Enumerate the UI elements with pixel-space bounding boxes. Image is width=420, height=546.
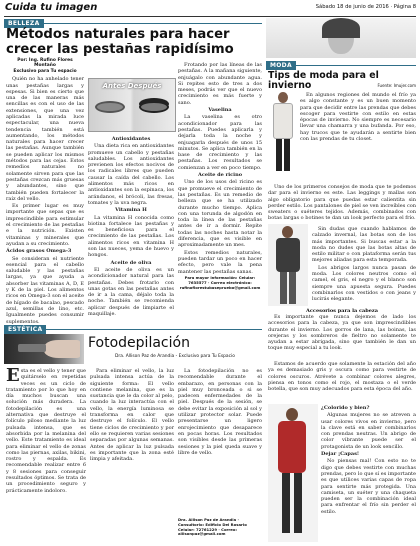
model-leg	[294, 473, 302, 533]
belleza-paragraph: Estos remedios naturales, pueden tardar un poco en hacer efecto, pero vale la pena mantener las pestañas sanas.	[178, 249, 262, 275]
estetica-column-3	[178, 368, 262, 516]
model-head	[282, 226, 293, 238]
fashion-model-photo-3	[268, 404, 318, 542]
estetica-paragraph: Para eliminar el vello, la luz pulsada intensa actúa de la siguiente forma: El vello contiene melanina, que es la sustancia que le da color al pelo, cuando la luz interactúa con el vello, la energía luminosa se transforma en calor que destruye el folículo. El vello tiene ciclos de crecimiento y por ello se requieren varias sesiones separadas por algunas semanas. Antes de aplicar la luz pulsada es importante que la zona esté limpia y afeitada.	[90, 368, 174, 463]
estetica-column-2	[90, 368, 174, 542]
skin-area	[44, 340, 80, 358]
moda-paragraph: Uno de los primeros consejos de moda que te podemos dar para el invierno es este. Las leggings y mallas son algo obligatorio para que puedas estar calientita sin perder estilo. Los pantalones de piel se ven increíbles con sweaters o suéteres tejidos. Además, combinados con botas largas o botines te dan un look perfecto para el frío.	[268, 184, 416, 222]
model-leg	[284, 139, 290, 171]
eyelash-photo	[88, 78, 176, 132]
estetica-dropcap: E	[6, 365, 20, 386]
belleza-subhead: Ácidos grasos Omega-3	[6, 248, 72, 255]
moda-section-bar	[266, 61, 416, 70]
moda-paragraph: Estamos de acuerdo que solamente la estación del año ya es demasiado gris y oscura como para vestirte de colores oscuros. Atrévete a combinar colores alegres, piensa en tonos como el rojo, el mostaza o el verde botella, que son muy adecuados para esta época del año.	[268, 361, 416, 393]
moda-paragraph: Algunas mujeres no se atreven a usar colores vivos en invierno, pero la clave está en saber combinarlos con prendas neutras. Un abrigo de color vibrante puede ser el protagonista de un look sencillo.	[321, 412, 416, 450]
moda-column-bottom	[321, 404, 416, 542]
model-head	[286, 408, 298, 421]
belleza-paragraph: Se consideran el nutriente esencial para el cabello saludable y las pestañas largas, ya que ayuda a absorber las vitaminas A, D, E y K de la piel. Los alimentos ricos en Omega-3 son el aceite de hígado de bacalao, pescado azul, semillas de lino, etc. Igualmente puedes consumir suplementos.	[6, 255, 85, 325]
eye-before	[95, 101, 125, 113]
beauty-portrait-photo	[266, 18, 416, 58]
belleza-subhead: Aceite de ricino	[197, 172, 243, 179]
moda-subhead: Accesorios para la cabeza	[306, 308, 378, 314]
estetica-paragraph: La fotodepilación no es recomendable durante el embarazo, en personas con la piel muy bronceada o si se padecen enfermedades de la piel. Después de la sesión, se debe evitar la exposición al sol y utilizar protector solar. Puede presentarse un ligero enrojecimiento que desaparece en pocas horas. Los resultados son visibles desde las primeras sesiones y la piel queda suave y libre de vello.	[178, 368, 262, 456]
moda-subhead: Dejar ¡Capas!	[321, 451, 360, 458]
estetica-byline: Dra. Allison Paz de Arandia - Exclusivo para Tu Espacio	[115, 354, 235, 359]
moda-paragraph: Sin dudas que cuando hablamos de calzado invernal, las botas son de los más importantes. Si buscas estar a la moda no dudes que las botas altas de estilo militar o con plataforma serán tus mejores aliadas para esta temporada.	[312, 226, 416, 264]
belleza-byline-author: Por: Ing. Rufino Flores Montaño	[17, 58, 73, 69]
model-leg	[289, 272, 296, 304]
model-leg	[282, 473, 290, 533]
portrait-hair	[322, 18, 360, 38]
moda-paragraph: En algunos regiones del mundo el frío ya es algo constante y es un buen momento para que decidir entre las prendas que debes escoger para vestirte con estilo en estas épocas de invierno. No siempre es necesario llevar una chamarra y una bufanda. Por eso, hay trucos que te ayudarán a sentirte bien con las prendas de tu closet.	[300, 92, 416, 143]
fashion-model-photo-2	[268, 224, 308, 306]
header-rule	[4, 16, 416, 17]
model-leg	[280, 272, 287, 304]
moda-label: MODA	[266, 61, 296, 70]
moda-column-wide-2	[268, 361, 416, 401]
belleza-paragraph: Una dieta rica en antioxidantes promueve un cabello y pestañas saludables. Los antioxidantes previenen los efectos nocivos de los radicales libres que pueden causar la caída del cabello. Los alimentos más ricos en antioxidantes son la espinaca, los arándanos, el brócoli, las fresas, tomates y la uva negra.	[88, 143, 174, 206]
model-jacket	[276, 238, 300, 272]
moda-headline: Tips de moda para el invierno	[268, 70, 379, 91]
moda-paragraph: Es importante que nunca dejemos de lado los accesorios para la cabeza, ya que son imprescindibles durante el invierno. Los gorros de lana, las boinas, las orejeras y los sombreros de fieltro no solamente te ayudan a estar abrigada, sino que también le dan un toque muy especial a tu look.	[268, 314, 416, 352]
belleza-byline-note: Exclusivo para Tu espacio	[13, 68, 77, 74]
belleza-paragraph: El aceite de oliva es un acondicionador natural para las pestañas. Debes frotarlo con unas gotas en las pestañas antes de ir a la cama, déjalo toda la noche. También se recomienda aplicar después de limpiarte el maquillaje.	[88, 266, 174, 318]
belleza-subhead: Aceite de oliva	[110, 259, 152, 266]
estetica-section-bar	[4, 325, 262, 334]
belleza-subhead: Vaselina	[208, 107, 232, 114]
belleza-column-2	[88, 135, 174, 318]
model-coat	[273, 103, 293, 139]
belleza-column-1	[6, 58, 85, 325]
belleza-paragraph: Quién no ha anhelado tener unas pestañas largas y espesas. Si bien es cierto que una de las maneras más sencillas es con el uso de las extensiones, que una vez aplicadas la mirada luce espectacular, una nueva tendencia también está aumentando, los métodos naturales para hacer crecer las pestañas. Aunque también se pueden aplicar los mismos métodos para las cejas. Estos remedios naturales no solamente sirven para que las pestañas crezcan más gruesas y abundantes, sino que también pueden fortalecer la raíz del vello.	[6, 76, 84, 202]
estetica-headline: Fotodepilación	[88, 335, 190, 351]
belleza-paragraph: La vaselina es otro acondicionador para las pestañas. Puedes aplicarla y dejarla toda la noche y enjuagarla después de unos 15 minutos. Se aplica también en la base de crecimiento y las pestañas. Los resultados se comienzan a ver en poco tiempo.	[178, 114, 262, 171]
model-leg	[276, 139, 282, 171]
photo-caption: Antes Después	[102, 82, 162, 90]
moda-paragraph: No piensas mal! Con esto no te digo que debes vestirte con muchas prendas, pero lo que sí es importante es que utilices varias capas de ropa para sentirte más protegida. Una camiseta, un suéter y una chaqueta pueden ser la combinación ideal para enfrentar el frío sin perder el estilo.	[321, 458, 417, 515]
estetica-column-1	[6, 365, 86, 542]
moda-column-wide	[268, 314, 416, 360]
estetica-contact: Dra. Allison Paz de Arandia · Consultorio: Edificio Del Rosario Celular: 72761229 · Correo: allisonpaz@gmail.com	[178, 517, 247, 537]
belleza-paragraph: Uno de los usos del ricino es que promueve el crecimiento de las pestañas. Es un remedio de belleza que se ha utilizado durante mucho tiempo. Aplica con una torunda de algodón en toda la línea de las pestañas antes de ir a dormir. Repite todas las noches hasta notar la diferencia, que es visible en aproximadamente un mes.	[178, 179, 262, 249]
moda-column-top	[300, 92, 416, 184]
moda-source: Fuente: Imujer.com	[377, 83, 416, 88]
laser-device	[18, 344, 46, 352]
fotodepilacion-photo	[4, 334, 84, 364]
belleza-paragraph: Frotando por las líneas de las pestañas. A la mañana siguiente, enjuágalo con abundante agua. Si repites esto de tres a dos meses, podrás ver que el nuevo crecimiento es más fuerte y sano.	[178, 62, 262, 106]
belleza-paragraph: Es primer lugar es muy importante que sepas que es imprescindible para estimular el crecimiento de las pestañas e la nutrición. Existen vitaminas y minerales que ayudan a su crecimiento.	[6, 203, 84, 247]
moda-paragraph: Los abrigos largos nunca pasan de moda. Los colores neutros como el camel, el gris, el negro y el blanco son siempre una apuesta segura. Puedes combinarlos con vestidos o con jeans y lucirás elegante.	[312, 264, 416, 303]
moda-subhead: ¿Colorido y bien?	[321, 405, 370, 411]
model-coat	[278, 421, 306, 473]
belleza-headline-2: crecer las pestañas rapidísimo	[6, 42, 234, 57]
belleza-label: BELLEZA	[4, 19, 44, 28]
belleza-contact: Para mayor información: Celular: 7635577 · Correo electrónico: rufinoflorestubasepruebo@gmail.com	[179, 275, 261, 290]
belleza-column-3	[178, 62, 262, 274]
belleza-subhead: Vitamina H	[115, 207, 147, 214]
page-date: Sábado 18 de junio de 2016 · Página 8	[315, 4, 416, 10]
estetica-paragraph: sta es el vello y tener que quitárselo en repetidas veces es un ciclo de tratamiento por lo que hoy en día muchos buscan una solución más duradera. La fotodepilación es una alternativa que destruye el folículo piloso mediante la luz pulsada intensa, que es absorbida por la melanina del vello. Este tratamiento es ideal para eliminar el vello de zonas como las piernas, axilas, bikini, rostro y espalda. Es recomendable realizar entre 6 y 8 sesiones para conseguir resultados óptimos. Se trata de un procedimiento seguro y prácticamente indoloro.	[6, 368, 86, 494]
eye-after	[139, 101, 169, 113]
belleza-subhead: Antioxidantes	[111, 136, 151, 142]
moda-column-mid	[268, 184, 416, 224]
belleza-headline-1: Métodos naturales para hacer	[6, 27, 230, 42]
moda-column-side	[312, 226, 416, 306]
estetica-label: ESTÉTICA	[4, 325, 46, 334]
page-title: Cuida tu imagen	[5, 2, 98, 13]
model-head	[278, 92, 288, 103]
belleza-paragraph: La vitamina H conocida como biotina fortalece las pestañas y es beneficiosa para el crecimiento de las pestañas. Los alimentos ricos en vitamina H son las nueces, yema de huevo y hongos.	[88, 214, 174, 259]
fashion-model-photo	[268, 92, 298, 172]
